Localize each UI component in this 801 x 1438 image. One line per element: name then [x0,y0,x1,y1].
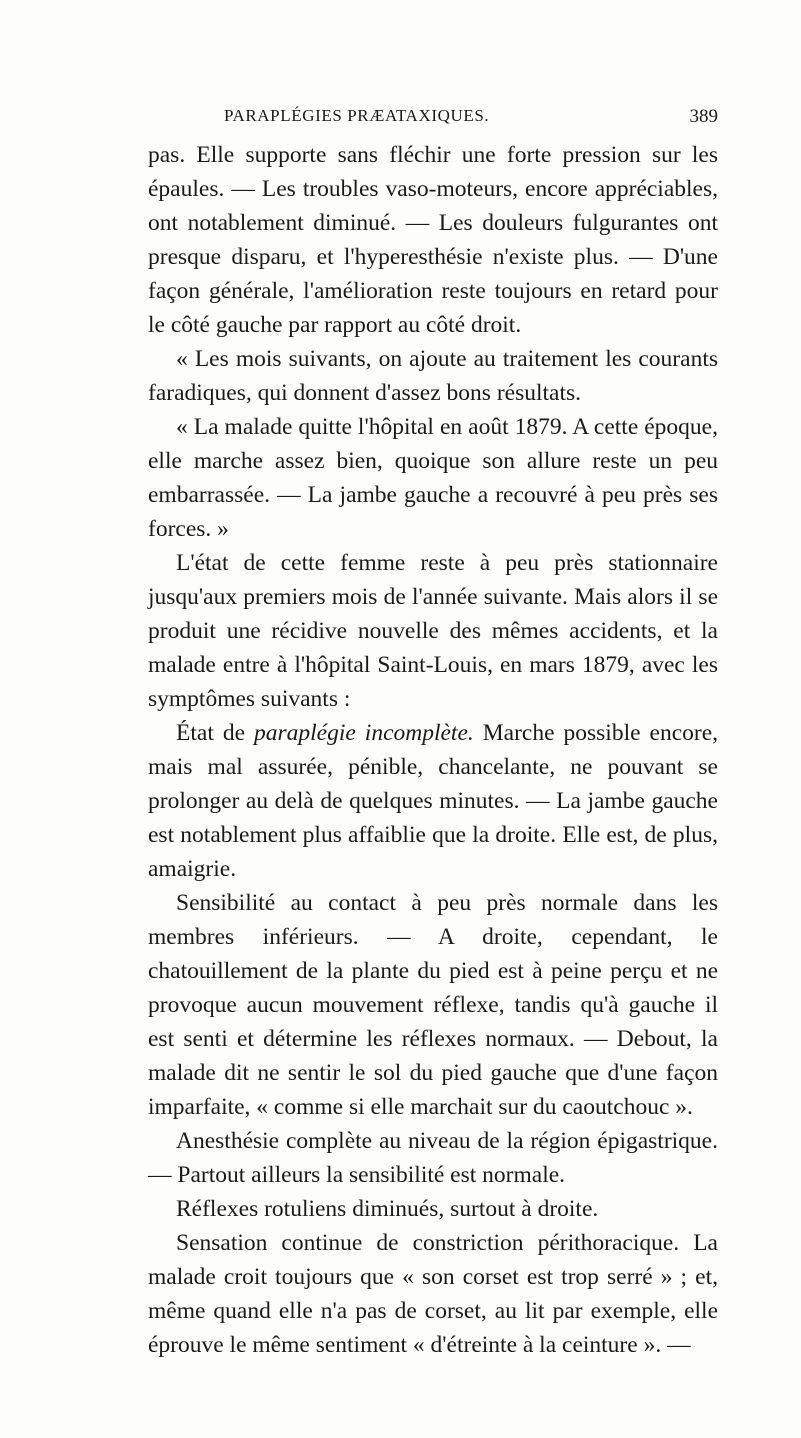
paragraph-anesthesia: Anesthésie complète au niveau de la région épigastrique. — Partout ailleurs la sensibilité est normale. [148,1128,718,1188]
running-head [148,106,718,130]
paragraph-continuation: pas. Elle supporte sans fléchir une forte pression sur les épaules. — Les troubles vaso-moteurs, encore appréciables, ont notablement diminué. — Les douleurs fulgurantes ont presque disparu, et l'hyperesthésie n'existe plus. — D'une façon générale, l'amélioration reste toujours en retard pour le côté gauche par rapport au côté droit. [148,142,718,338]
paragraph-leaves-hospital: « La malade quitte l'hôpital en août 1879. A cette époque, elle marche assez bien, quoique son allure reste un peu embarrassée. — La jambe gauche a recouvré à peu près ses forces. » [148,414,718,542]
state-italic: paraplégie incomplète. [254,720,474,746]
body-text [148,138,718,1362]
paragraph-constriction: Sensation continue de constriction périthoracique. La malade croit toujours que « son corset est trop serré » ; et, même quand elle n'a pas de corset, au lit par exemple, elle éprouve le même sentiment « d'étreinte à la ceinture ». — [148,1230,718,1358]
paragraph-faradic-currents: « Les mois suivants, on ajoute au traitement les courants faradiques, qui donnent d'assez bons résultats. [148,346,718,406]
paragraph-relapse: L'état de cette femme reste à peu près stationnaire jusqu'aux premiers mois de l'année suivante. Mais alors il se produit une récidive nouvelle des mêmes accidents, et la malade entre à l'hôpital Saint-Louis, en mars 1879, avec les symptômes suivants : [148,550,718,712]
paragraph-sensibility: Sensibilité au contact à peu près normale dans les membres inférieurs. — A droite, cependant, le chatouillement de la plante du pied est à peine perçu et ne provoque aucun mouvement réflexe, tandis qu'à gauche il est senti et détermine les réflexes normaux. — Debout, la malade dit ne sentir le sol du pied gauche que d'une façon imparfaite, « comme si elle marchait sur du caoutchouc ». [148,890,718,1120]
state-rest: Marche possible encore, mais mal assurée, pénible, chancelante, ne pouvant se prolonger au delà de quelques minutes. — La jambe gauche est notablement plus affaiblie que la droite. Elle est, de plus, amaigrie. [148,720,719,882]
paragraph-state [148,716,718,886]
paragraph-reflexes: Réflexes rotuliens diminués, surtout à droite. [176,1196,599,1222]
state-lead: État de [176,720,246,746]
running-title: PARAPLÉGIES PRÆATAXIQUES. [224,106,490,125]
page-number: 389 [689,106,718,127]
